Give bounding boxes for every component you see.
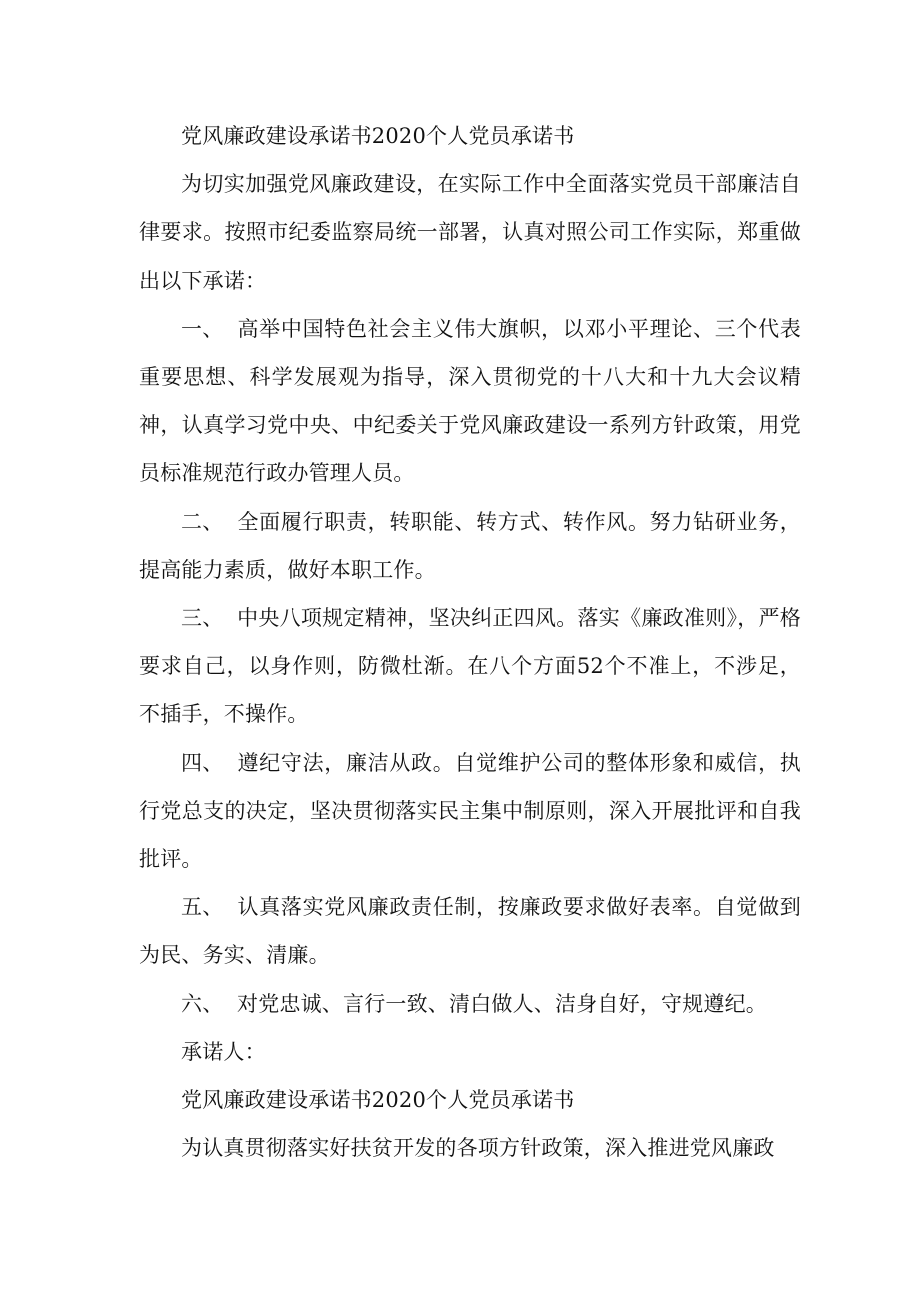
item-number: 一、 [181, 316, 224, 341]
item-text: 对党忠诚、言行一致、清白做人、洁身自好，守规遵纪。 [237, 991, 767, 1016]
item-number: 六、 [181, 991, 224, 1016]
item-text: 高举中国特色社会主义伟大旗帜，以邓小平理论、三个代表重要思想、科学发展观为指导，深入贯彻党的十八大和十九大会议精神，认真学习党中央、中纪委关于党风廉政建设一系列方针政策，用党员标准规范行政办管理人员。 [139, 316, 801, 486]
item-text: 中央八项规定精神，坚决纠正四风。落实《廉政准则》，严格要求自己，以身作则，防微杜渐。在八个方面52个不准上，不涉足，不插手，不操作。 [139, 606, 801, 727]
commitment-item-5 [139, 883, 801, 979]
commitment-item-4 [139, 739, 801, 884]
signer-label: 承诺人： [181, 1039, 266, 1064]
commitment-item-1 [139, 305, 801, 498]
second-document-title: 党风廉政建设承诺书2020个人党员承诺书 [181, 1088, 575, 1113]
commitment-item-3 [139, 594, 801, 739]
item-text: 遵纪守法，廉洁从政。自觉维护公司的整体形象和威信，执行党总支的决定，坚决贯彻落实民主集中制原则，深入开展批评和自我批评。 [139, 750, 801, 872]
item-number: 四、 [181, 750, 224, 775]
item-text: 认真落实党风廉政责任制，按廉政要求做好表率。自觉做到为民、务实、清廉。 [139, 895, 801, 968]
item-text: 全面履行职责，转职能、转方式、转作风。努力钻研业务，提高能力素质，做好本职工作。 [139, 509, 801, 582]
second-intro-paragraph: 为认真贯彻落实好扶贫开发的各项方针政策，深入推进党风廉政 [181, 1136, 775, 1161]
commitment-item-6 [139, 980, 801, 1028]
intro-paragraph: 为切实加强党风廉政建设，在实际工作中全面落实党员干部廉洁自律要求。按照市纪委监察局统一部署，认真对照公司工作实际，郑重做出以下承诺： [139, 172, 801, 293]
item-number: 五、 [181, 895, 224, 920]
commitment-item-2 [139, 498, 801, 594]
document-title: 党风廉政建设承诺书2020个人党员承诺书 [181, 124, 575, 148]
document-body [139, 112, 801, 1172]
item-number: 三、 [181, 606, 224, 631]
item-number: 二、 [181, 509, 224, 534]
